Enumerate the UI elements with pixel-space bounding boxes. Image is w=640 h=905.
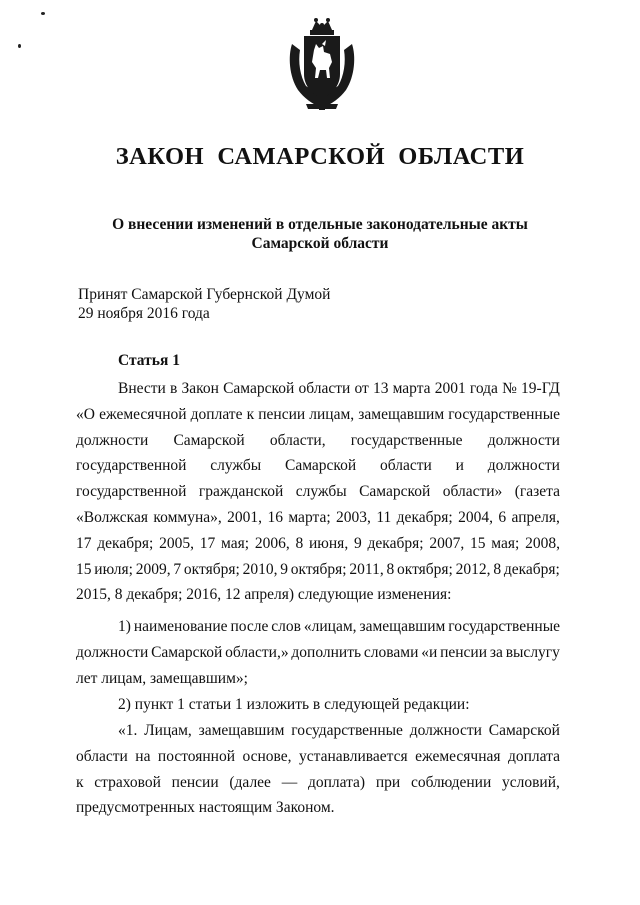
word: государственной: [76, 457, 187, 475]
word: октября;: [397, 560, 453, 578]
word: 11: [376, 508, 392, 526]
word: Самарской: [488, 722, 560, 739]
word: (далее: [229, 773, 271, 791]
word: 2008,: [525, 534, 560, 552]
word: 2001,: [227, 508, 263, 526]
word: (газета: [514, 483, 560, 501]
word: 13: [372, 380, 389, 397]
word: 9: [353, 534, 362, 552]
text-line: [76, 582, 560, 608]
word: службы: [295, 483, 347, 501]
text-line-content: предусмотренных настоящим Законом.: [76, 799, 335, 817]
scan-speck: [18, 44, 21, 48]
word: 15: [76, 560, 92, 578]
word: за: [489, 643, 503, 661]
word: Самарской: [173, 431, 245, 449]
text-line: [76, 692, 560, 718]
word: государственные: [291, 722, 403, 739]
word: декабря;: [396, 508, 453, 526]
word: при: [375, 773, 401, 791]
word: области: [298, 380, 351, 397]
word: «О: [76, 405, 95, 423]
word: гражданской: [198, 483, 284, 501]
item-1: [76, 614, 560, 691]
word: дополнить: [291, 643, 362, 661]
word: Закон: [181, 380, 219, 397]
word: 2011,: [349, 560, 384, 578]
word: должности: [487, 431, 560, 449]
text-line: [76, 718, 560, 744]
word: мая;: [221, 534, 250, 552]
word: «Волжская: [76, 508, 148, 526]
word: доплата): [307, 773, 366, 791]
word: после: [230, 618, 269, 635]
text-line: [76, 666, 560, 692]
word: 2007,: [429, 534, 465, 552]
word: июля;: [94, 560, 133, 578]
word: области: [76, 747, 128, 765]
word: 2003,: [336, 508, 371, 526]
word: Внести: [118, 380, 166, 397]
word: 2004,: [458, 508, 493, 526]
word: Лицам,: [144, 722, 192, 739]
word: на: [135, 747, 151, 765]
word: пенсии: [258, 405, 306, 423]
word: «1.: [118, 722, 138, 739]
word: 8: [386, 560, 395, 578]
text-line: [76, 453, 560, 479]
word: словами: [363, 643, 419, 661]
word: декабря;: [503, 560, 560, 578]
word: Самарской: [223, 380, 295, 397]
word: Самарской: [359, 483, 431, 501]
word: ежемесячная: [415, 747, 501, 765]
word: основе,: [242, 747, 292, 765]
word: государственной: [76, 483, 187, 501]
text-line: [76, 795, 560, 821]
word: постоянной: [157, 747, 236, 765]
word: апреля,: [511, 508, 560, 526]
word: замещавшим: [359, 618, 446, 635]
word: доплате: [190, 405, 243, 423]
word: государственные: [448, 405, 560, 423]
word: условий,: [502, 773, 560, 791]
word: слов: [271, 618, 301, 635]
adoption-line: Принят Самарской Губернской Думой: [78, 286, 331, 303]
word: замещавшим: [358, 405, 445, 423]
text-line: [76, 376, 560, 402]
word: к: [76, 773, 84, 791]
word: пенсии: [440, 643, 488, 661]
word: области: [380, 457, 432, 475]
word: от: [354, 380, 369, 397]
adoption-date: 29 ноября 2016 года: [78, 305, 210, 322]
word: 6: [498, 508, 507, 526]
document-title: ЗАКОН САМАРСКОЙ ОБЛАСТИ: [115, 143, 525, 170]
word: 19-ГД: [521, 380, 560, 397]
text-line-content: лет лицам, замещавшим»;: [76, 669, 248, 687]
word: выслугу: [505, 643, 560, 661]
word: 8: [493, 560, 502, 578]
word: должности: [76, 431, 149, 449]
word: 2001: [434, 380, 466, 397]
word: государственные: [448, 618, 560, 635]
text-line-content: 2) пункт 1 статьи 1 изложить в следующей редакции:: [118, 696, 470, 713]
word: службы: [210, 457, 262, 475]
word: области,: [269, 431, 326, 449]
word: 8: [295, 534, 304, 552]
word: декабря;: [367, 534, 424, 552]
word: государственные: [350, 431, 463, 449]
word: 2012,: [455, 560, 491, 578]
adoption-note: [78, 285, 330, 323]
word: наименование: [133, 618, 228, 635]
word: страховой: [94, 773, 161, 791]
word: устанавливается: [298, 747, 408, 765]
paragraph-1: [76, 376, 560, 608]
text-line-content: 2015, 8 декабря; 2016, 12 апреля) следующие изменения:: [76, 586, 452, 604]
word: замещавшим: [198, 722, 285, 739]
text-line: [76, 640, 560, 666]
scan-speck: [41, 12, 45, 15]
text-line: [76, 770, 560, 796]
word: марта;: [288, 508, 331, 526]
text-line: [76, 428, 560, 454]
word: «лицам,: [303, 618, 357, 635]
word: года: [469, 380, 498, 397]
word: Самарской: [285, 457, 357, 475]
word: мая;: [491, 534, 520, 552]
text-line: [76, 479, 560, 505]
samara-coat-of-arms-icon: [286, 16, 358, 112]
text-line: [76, 614, 560, 640]
word: соблюдении: [410, 773, 492, 791]
word: коммуна»,: [153, 508, 222, 526]
word: 2006,: [254, 534, 290, 552]
word: Самарской: [151, 643, 223, 661]
word: 17: [76, 534, 92, 552]
word: декабря;: [97, 534, 154, 552]
word: —: [281, 773, 298, 791]
word: «и: [421, 643, 438, 661]
word: должности: [487, 457, 560, 475]
word: в: [170, 380, 178, 397]
item-2: [76, 692, 560, 718]
word: 2005,: [159, 534, 194, 552]
word: ежемесячной: [99, 405, 187, 423]
word: 15: [469, 534, 486, 552]
word: июня,: [309, 534, 349, 552]
word: 16: [267, 508, 283, 526]
article-heading: Статья 1: [118, 352, 180, 369]
text-line: [76, 531, 560, 557]
word: области»: [442, 483, 503, 501]
word: лицам,: [309, 405, 355, 423]
text-line: [76, 557, 560, 583]
word: и: [455, 457, 464, 475]
word: к: [246, 405, 255, 423]
subtitle-line: О внесении изменений в отдельные законодательные акты: [112, 216, 528, 233]
text-line: [76, 402, 560, 428]
word: 2009,: [135, 560, 171, 578]
word: пенсии: [171, 773, 219, 791]
word: 9: [280, 560, 288, 578]
word: октября;: [183, 560, 240, 578]
word: области,»: [225, 643, 289, 661]
word: 17: [199, 534, 216, 552]
word: 7: [173, 560, 182, 578]
word: №: [502, 380, 517, 397]
text-line: [76, 744, 560, 770]
document-subtitle: [0, 215, 640, 253]
word: должности: [76, 643, 149, 661]
word: марта: [392, 380, 431, 397]
word: 1): [118, 618, 131, 635]
word: должности: [409, 722, 482, 739]
word: доплата: [507, 747, 560, 765]
word: 2010,: [242, 560, 278, 578]
word: октября;: [290, 560, 347, 578]
quoted-clause: [76, 718, 560, 821]
text-line: [76, 505, 560, 531]
subtitle-line: Самарской области: [251, 235, 389, 252]
